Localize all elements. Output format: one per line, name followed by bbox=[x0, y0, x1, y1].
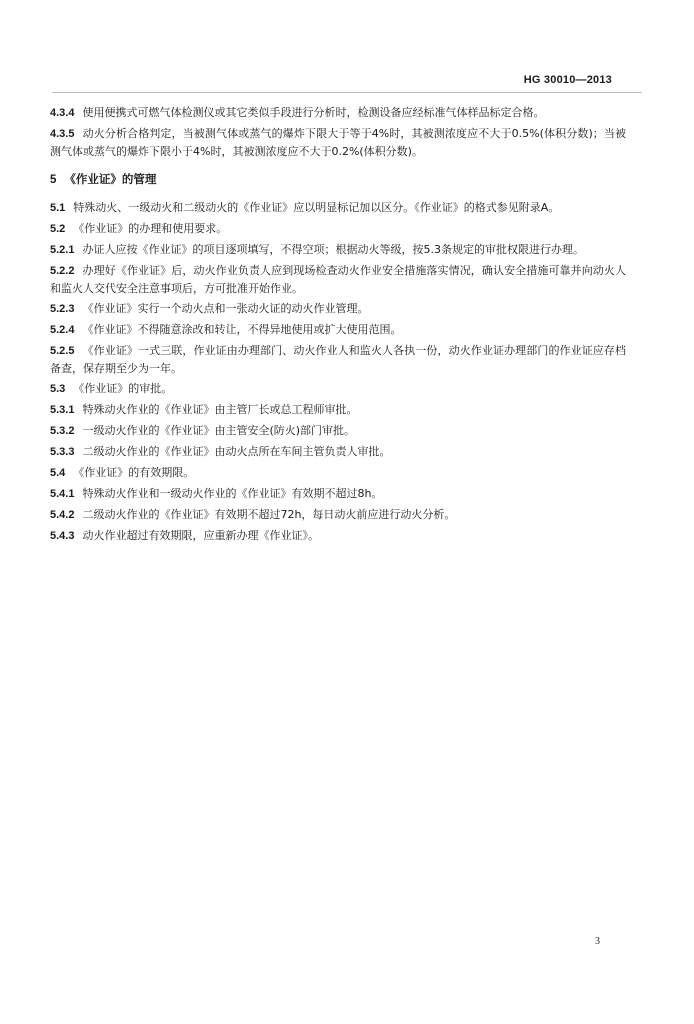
page-number: 3 bbox=[595, 936, 600, 947]
clause-number: 5.2.3 bbox=[50, 303, 75, 315]
clause-paragraph bbox=[50, 220, 626, 238]
clause-text: 动火分析合格判定，当被测气体或蒸气的爆炸下限大于等于4%时，其被测浓度应不大于0.5%(体积分数)；当被测气体或蒸气的爆炸下限小于4%时，其被测浓度应不大于0.2%(体积分数)。 bbox=[50, 127, 626, 158]
clause-paragraph bbox=[50, 380, 626, 398]
clause-paragraph bbox=[50, 125, 626, 160]
clause-number: 5.1 bbox=[50, 202, 66, 214]
clause-paragraph bbox=[50, 262, 626, 297]
clause-paragraph bbox=[50, 199, 626, 217]
document-body bbox=[50, 104, 626, 548]
clause-number: 5.2 bbox=[50, 223, 66, 235]
section-heading bbox=[50, 171, 626, 189]
clause-paragraph bbox=[50, 300, 626, 318]
clause-paragraph bbox=[50, 342, 626, 377]
clause-paragraph bbox=[50, 321, 626, 339]
clause-paragraph bbox=[50, 506, 626, 524]
clause-number: 5.4.3 bbox=[50, 530, 75, 542]
clause-number: 5.3.1 bbox=[50, 404, 75, 416]
clause-text: 一级动火作业的《作业证》由主管安全(防火)部门审批。 bbox=[82, 424, 356, 437]
clause-paragraph bbox=[50, 401, 626, 419]
clause-paragraph bbox=[50, 241, 626, 259]
clause-number: 5.3.3 bbox=[50, 446, 75, 458]
clause-number: 5.3 bbox=[50, 383, 66, 395]
clause-number: 5.4 bbox=[50, 467, 66, 479]
clause-text: 《作业证》实行一个动火点和一张动火证的动火作业管理。 bbox=[82, 302, 369, 315]
clause-number: 4.3.5 bbox=[50, 128, 75, 140]
header-rule bbox=[52, 92, 642, 93]
clause-paragraph bbox=[50, 422, 626, 440]
document-code: HG 30010—2013 bbox=[523, 74, 612, 86]
clause-paragraph bbox=[50, 104, 626, 122]
clause-paragraph bbox=[50, 527, 626, 545]
clause-text: 《作业证》的审批。 bbox=[73, 382, 173, 395]
clause-number: 5.4.2 bbox=[50, 509, 75, 521]
clause-text: 《作业证》不得随意涂改和转让，不得异地使用或扩大使用范围。 bbox=[82, 323, 402, 336]
clause-text: 二级动火作业的《作业证》有效期不超过72h，每日动火前应进行动火分析。 bbox=[82, 508, 456, 521]
clause-number: 5.2.2 bbox=[50, 265, 75, 277]
clause-number: 5.3.2 bbox=[50, 425, 75, 437]
clause-text: 《作业证》一式三联，作业证由办理部门、动火作业人和监火人各执一份，动火作业证办理部门的作业证应存档备查，保存期至少为一年。 bbox=[50, 344, 626, 375]
clause-text: 特殊动火、一级动火和二级动火的《作业证》应以明显标记加以区分。《作业证》的格式参见附录A。 bbox=[73, 201, 560, 214]
clause-text: 《作业证》的有效期限。 bbox=[73, 466, 195, 479]
clause-number: 5.2.5 bbox=[50, 345, 75, 357]
clause-paragraph bbox=[50, 464, 626, 482]
clause-text: 特殊动火作业的《作业证》由主管厂长或总工程师审批。 bbox=[82, 403, 358, 416]
clause-number: 5.2.4 bbox=[50, 324, 75, 336]
clause-number: 5.2.1 bbox=[50, 244, 75, 256]
clause-text: 《作业证》的办理和使用要求。 bbox=[73, 222, 228, 235]
clause-number: 5 bbox=[50, 174, 57, 186]
clause-paragraph bbox=[50, 443, 626, 461]
clause-number: 5.4.1 bbox=[50, 488, 75, 500]
clause-text: 使用便携式可燃气体检测仪或其它类似手段进行分析时，检测设备应经标准气体样品标定合格。 bbox=[82, 106, 545, 119]
clause-text: 二级动火作业的《作业证》由动火点所在车间主管负责人审批。 bbox=[82, 445, 391, 458]
clause-text: 特殊动火作业和一级动火作业的《作业证》有效期不超过8h。 bbox=[82, 487, 383, 500]
clause-text: 动火作业超过有效期限，应重新办理《作业证》。 bbox=[82, 529, 319, 542]
clause-number: 4.3.4 bbox=[50, 107, 75, 119]
clause-text: 《作业证》的管理 bbox=[64, 172, 157, 186]
clause-text: 办理好《作业证》后，动火作业负责人应到现场检查动火作业安全措施落实情况，确认安全措施可靠并向动火人和监火人交代安全注意事项后，方可批准开始作业。 bbox=[50, 264, 626, 295]
clause-text: 办证人应按《作业证》的项目逐项填写，不得空项；根据动火等级，按5.3条规定的审批权限进行办理。 bbox=[82, 243, 584, 256]
clause-paragraph bbox=[50, 485, 626, 503]
